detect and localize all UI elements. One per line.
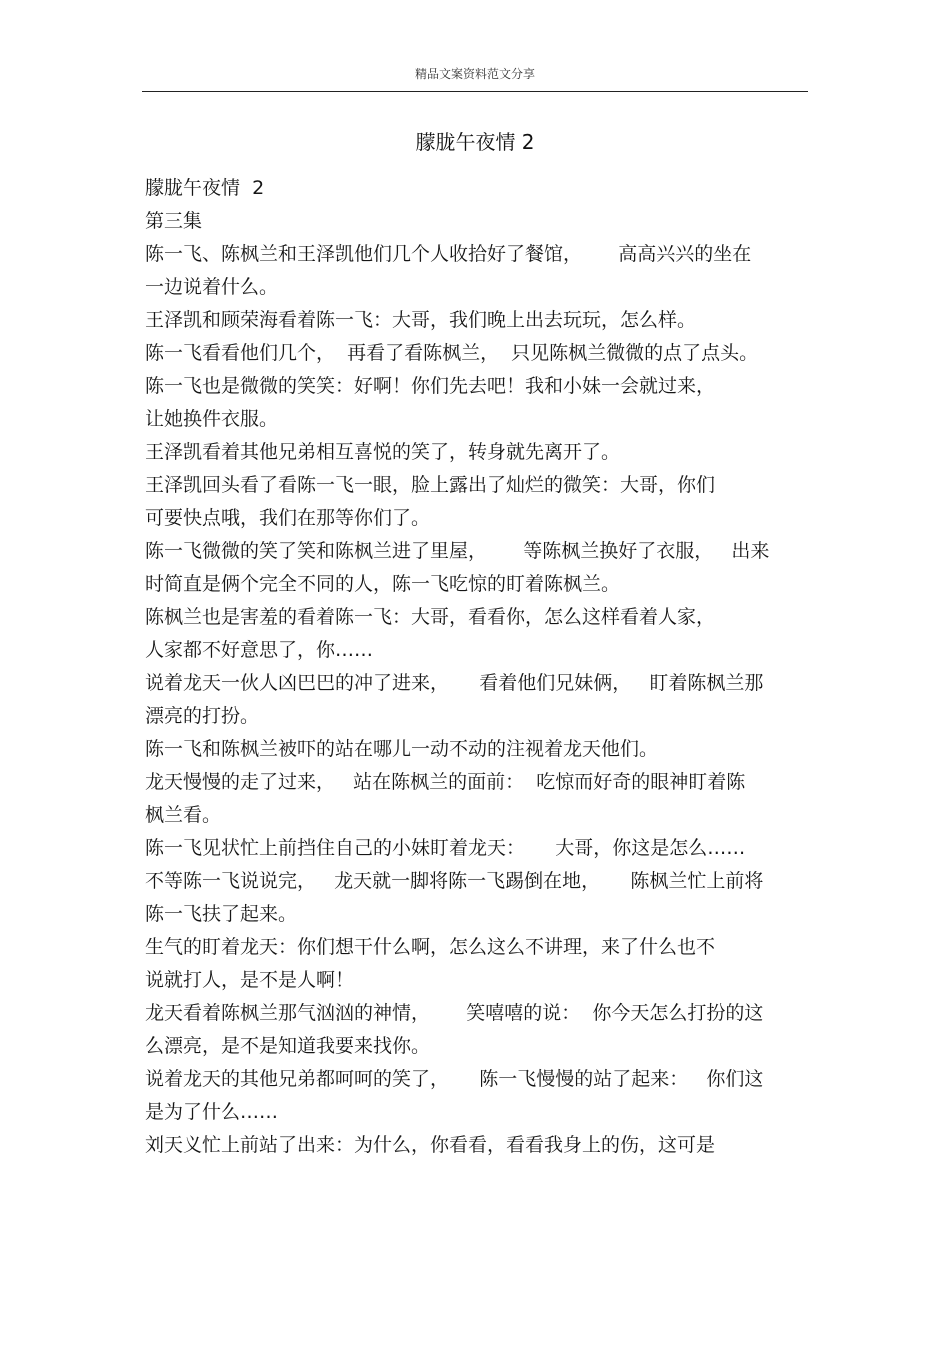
text-line: 漂亮的打扮。: [145, 705, 260, 727]
text-line: 是为了什么……: [145, 1101, 279, 1123]
document-title: 朦胧午夜情 2: [415, 130, 535, 154]
text-line: 让她换件衣服。: [145, 408, 279, 430]
text-line: 陈一飞见状忙上前挡住自己的小妹盯着龙天： 大哥，你这是怎么……: [145, 837, 746, 859]
text-line: 说着龙天一伙人凶巴巴的冲了进来， 看着他们兄妹俩， 盯着陈枫兰那: [145, 672, 764, 694]
text-line: 陈枫兰也是害羞的看着陈一飞：大哥，看看你，怎么这样看着人家，: [145, 606, 716, 628]
text-line: 陈一飞扶了起来。: [145, 903, 298, 925]
text-line: 不等陈一飞说说完， 龙天就一脚将陈一飞踢倒在地， 陈枫兰忙上前将: [145, 870, 764, 892]
text-line: 陈一飞、陈枫兰和王泽凯他们几个人收拾好了餐馆， 高高兴兴的坐在: [145, 243, 752, 265]
text-line: 王泽凯和顾荣海看着陈一飞：大哥，我们晚上出去玩玩，怎么样。: [145, 309, 697, 331]
text-line: 么漂亮，是不是知道我要来找你。: [145, 1035, 431, 1057]
text-line: 陈一飞也是微微的笑笑：好啊！你们先去吧！我和小妹一会就过来，: [145, 375, 716, 397]
text-line: 枫兰看。: [145, 804, 222, 826]
text-line: 可要快点哦，我们在那等你们了。: [145, 507, 431, 529]
text-line: 人家都不好意思了，你……: [145, 639, 374, 661]
text-line: 王泽凯回头看了看陈一飞一眼，脸上露出了灿烂的微笑：大哥，你们: [145, 474, 716, 496]
text-line: 龙天慢慢的走了过来， 站在陈枫兰的面前： 吃惊而好奇的眼神盯着陈: [145, 771, 746, 793]
text-line: 陈一飞和陈枫兰被吓的站在哪儿一动不动的注视着龙天他们。: [145, 738, 659, 760]
text-line: 生气的盯着龙天：你们想干什么啊，怎么这么不讲理，来了什么也不: [145, 936, 716, 958]
text-line: 说就打人，是不是人啊！: [145, 969, 355, 991]
header-divider: [142, 91, 808, 92]
text-line: 时简直是俩个完全不同的人，陈一飞吃惊的盯着陈枫兰。: [145, 573, 621, 595]
page-header: 精品文案资料范文分享: [414, 67, 535, 81]
text-line: 第三集: [145, 210, 203, 232]
text-line: 陈一飞看看他们几个， 再看了看陈枫兰， 只见陈枫兰微微的点了点头。: [145, 342, 759, 364]
text-line: 说着龙天的其他兄弟都呵呵的笑了， 陈一飞慢慢的站了起来： 你们这: [145, 1068, 764, 1090]
text-line: 龙天看着陈枫兰那气汹汹的神情， 笑嘻嘻的说： 你今天怎么打扮的这: [145, 1002, 764, 1024]
text-line: 朦胧午夜情 2: [145, 177, 265, 199]
text-line: 王泽凯看着其他兄弟相互喜悦的笑了，转身就先离开了。: [145, 441, 621, 463]
document-body: [145, 172, 810, 1162]
text-line: 刘天义忙上前站了出来：为什么，你看看，看看我身上的伤，这可是: [145, 1134, 716, 1156]
text-line: 陈一飞微微的笑了笑和陈枫兰进了里屋， 等陈枫兰换好了衣服， 出来: [145, 540, 770, 562]
text-line: 一边说着什么。: [145, 276, 279, 298]
